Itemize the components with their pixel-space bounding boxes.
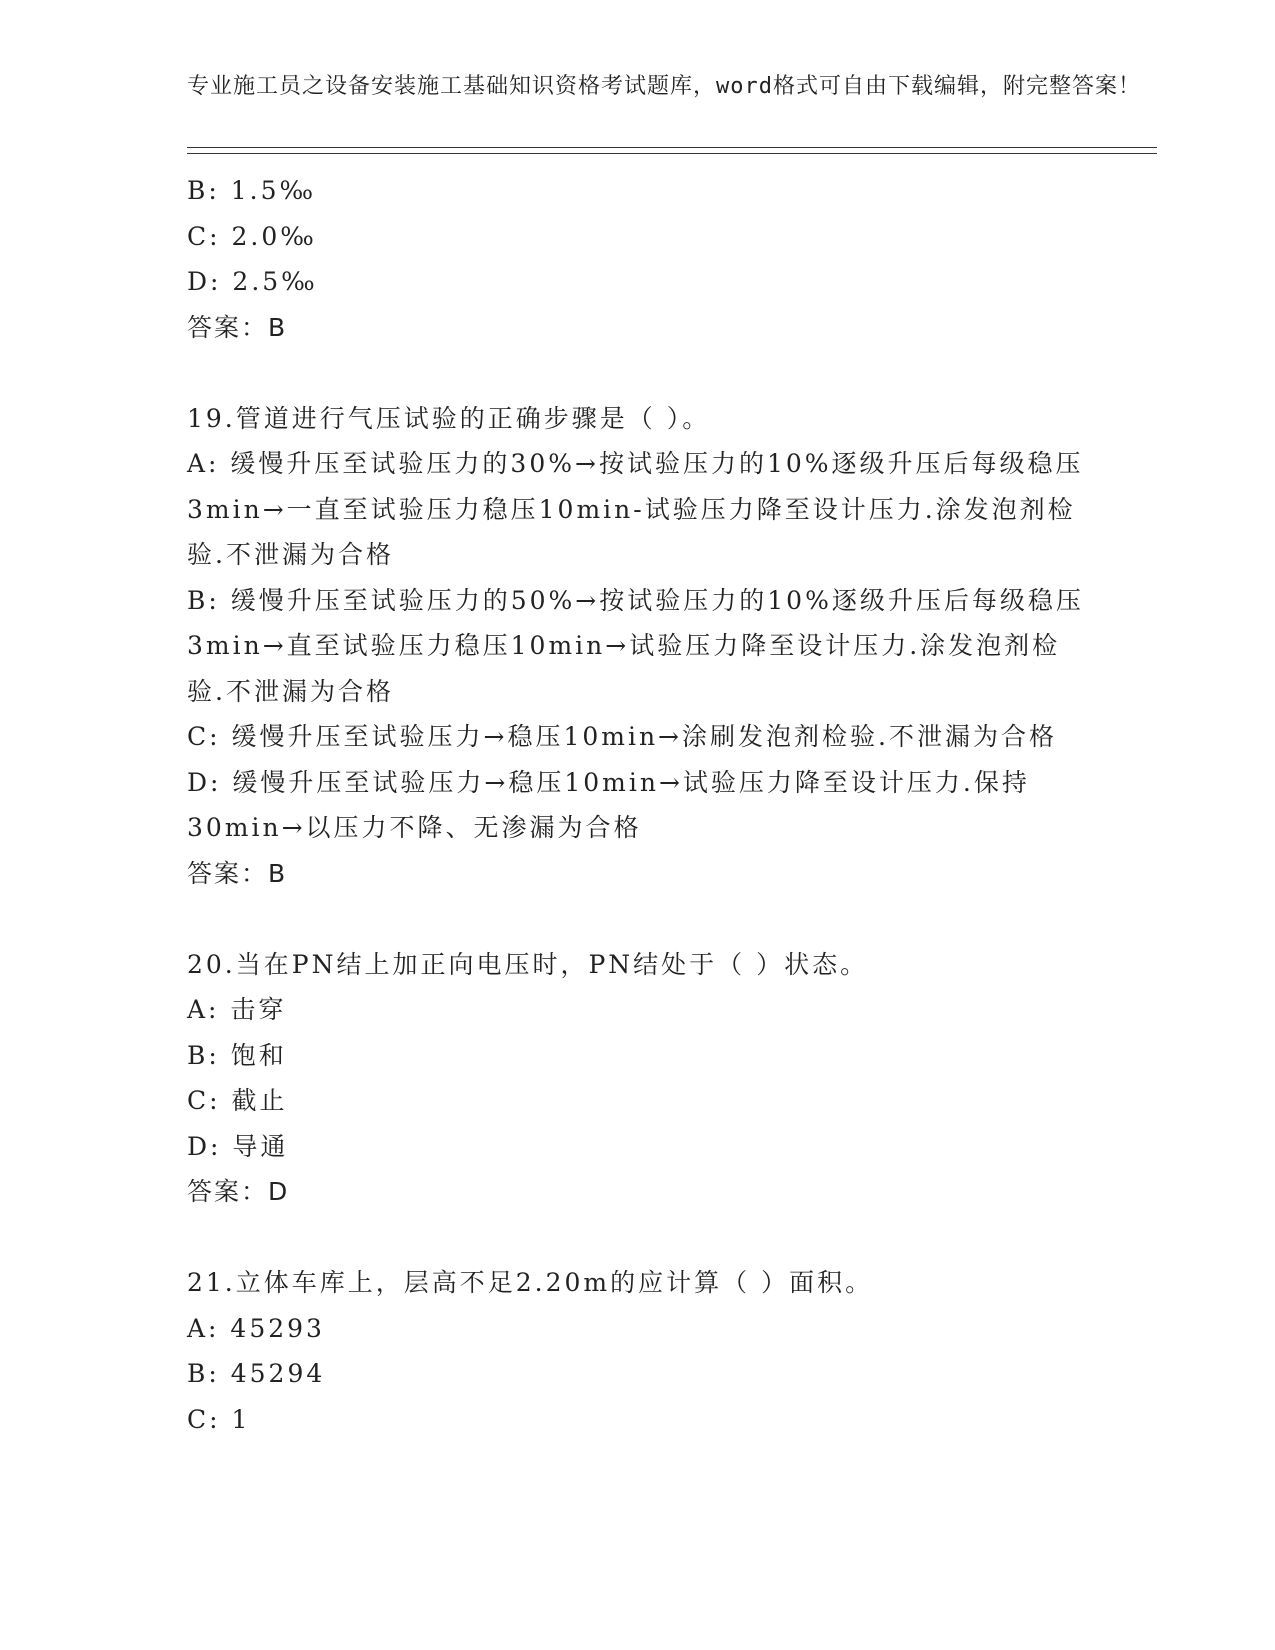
option-b: B: 饱和 bbox=[187, 1040, 287, 1070]
option-c: C: 缓慢升压至试验压力→稳压10min→涂刷发泡剂检验.不泄漏为合格 bbox=[187, 722, 1057, 751]
option-a: A: 缓慢升压至试验压力的30%→按试验压力的10%逐级升压后每级稳压3min→一直至试验压力稳压10min-试验压力降至设计压力.涂发泡剂检验.不泄漏为合格 bbox=[187, 449, 1084, 569]
option-c: C: 2.0‰ bbox=[187, 221, 317, 251]
document-body bbox=[187, 168, 1157, 1442]
header-note: 专业施工员之设备安装施工基础知识资格考试题库，word格式可自由下载编辑，附完整答案！ bbox=[187, 74, 1141, 99]
question-stem: 19.管道进行气压试验的正确步骤是（ ）。 bbox=[187, 403, 711, 433]
option-d: D: 导通 bbox=[187, 1131, 289, 1161]
option-b: B: 缓慢升压至试验压力的50%→按试验压力的10%逐级升压后每级稳压3min→直至试验压力稳压10min→试验压力降至设计压力.涂发泡剂检验.不泄漏为合格 bbox=[187, 585, 1084, 706]
option-d: D: 缓慢升压至试验压力→稳压10min→试验压力降至设计压力.保持30min→以压力不降、无渗漏为合格 bbox=[187, 767, 1030, 842]
answer-text: 答案：D bbox=[187, 1177, 290, 1206]
option-c: C: 截止 bbox=[187, 1086, 288, 1115]
answer-text: 答案：B bbox=[187, 312, 288, 342]
answer-text: 答案：B bbox=[187, 858, 288, 888]
option-c: C: 1 bbox=[187, 1404, 251, 1434]
document-page bbox=[187, 70, 1157, 1442]
spacer bbox=[187, 350, 1157, 396]
header-divider bbox=[187, 147, 1157, 154]
option-b: B: 1.5‰ bbox=[187, 176, 317, 205]
spacer bbox=[187, 896, 1157, 942]
option-d: D: 2.5‰ bbox=[187, 267, 318, 296]
question-stem: 21.立体车库上，层高不足2.20m的应计算（ ）面积。 bbox=[187, 1268, 874, 1297]
option-a: A: 45293 bbox=[187, 1313, 325, 1343]
question-stem: 20.当在PN结上加正向电压时，PN结处于（ ）状态。 bbox=[187, 949, 869, 979]
spacer bbox=[187, 1215, 1157, 1261]
option-a: A: 击穿 bbox=[187, 995, 287, 1024]
option-b: B: 45294 bbox=[187, 1359, 326, 1388]
